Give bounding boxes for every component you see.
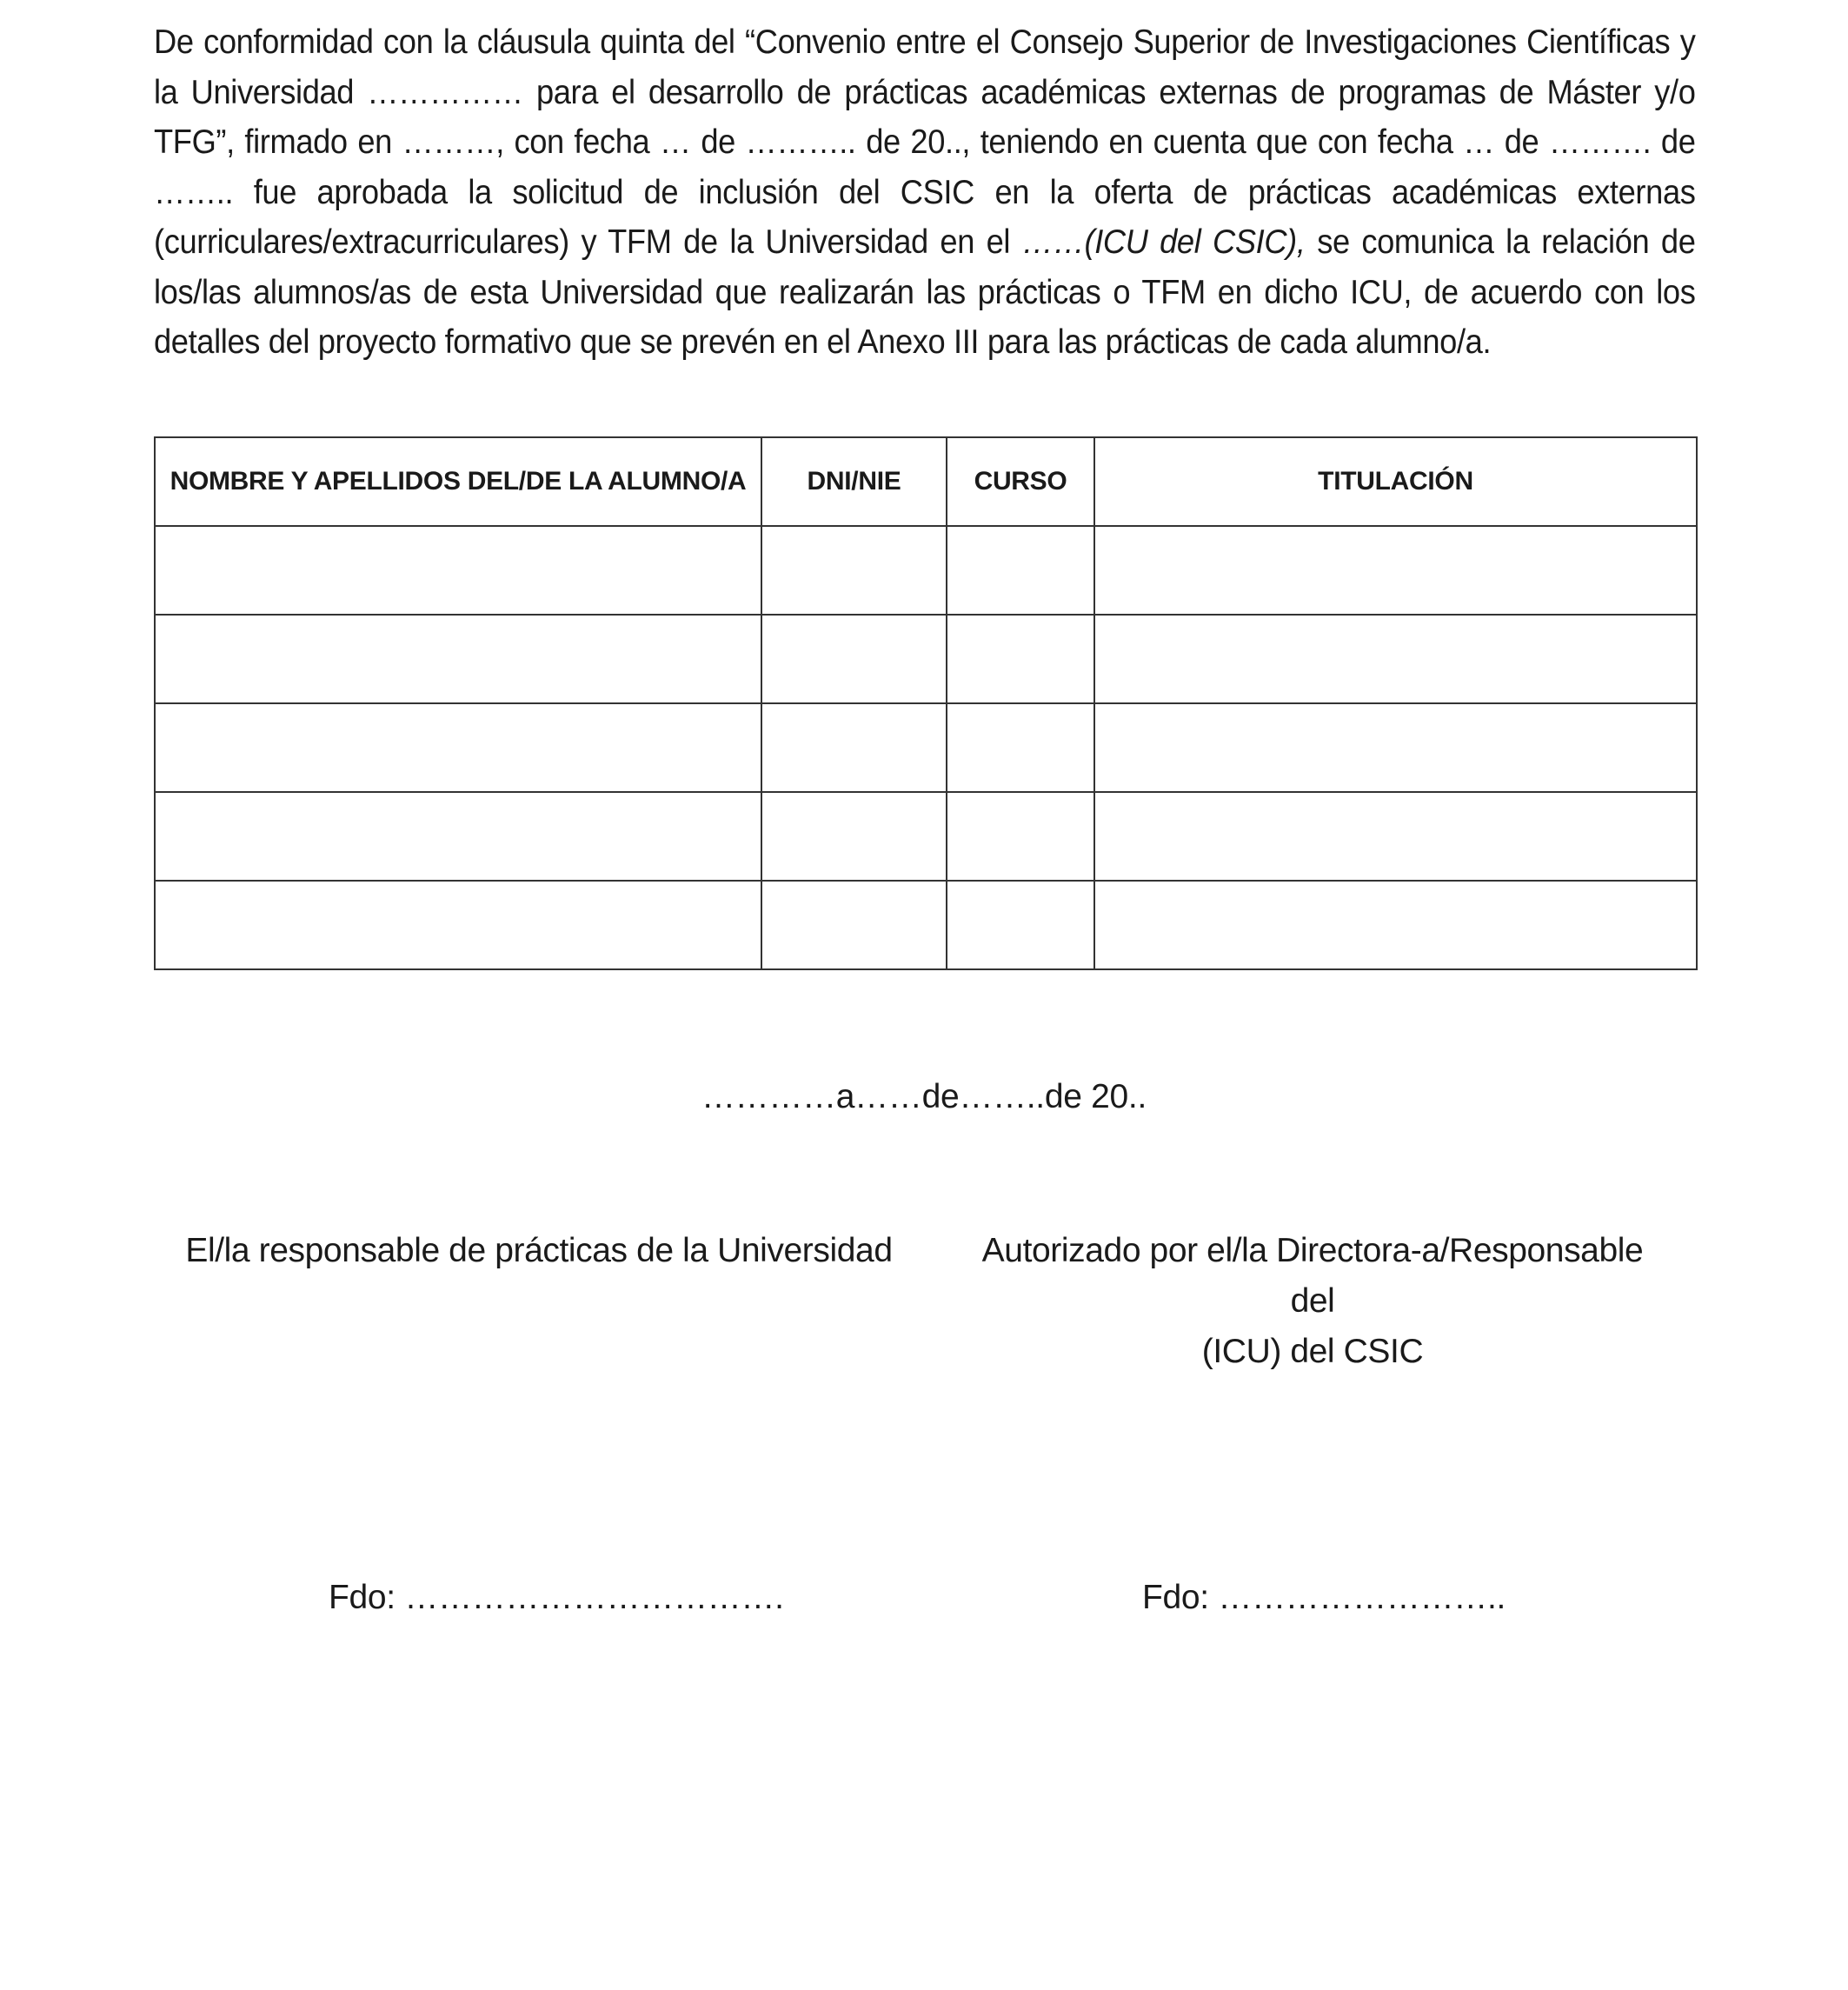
cell-curso[interactable]: [947, 881, 1094, 969]
cell-titulacion[interactable]: [1094, 703, 1697, 792]
header-curso: CURSO: [947, 437, 1094, 526]
cell-curso[interactable]: [947, 703, 1094, 792]
csic-signatory-label-line1: Autorizado por el/la Directora-a/Responsable del: [981, 1232, 1644, 1320]
students-table: [154, 436, 1698, 970]
intro-text-part2: se comunica la relación de los/las alumnos/as de esta Universidad que realizarán las prácticas o TFM en dicho ICU, de acuerdo con los detalles del proyecto formativo que se prevén en el Anexo III para las prácticas de cada alumno/a.: [154, 223, 1696, 361]
university-signatory-title: [174, 1226, 904, 1276]
cell-name[interactable]: [155, 615, 761, 703]
intro-paragraph: [154, 17, 1696, 368]
place-date-text: …………a……de……..de 20..: [701, 1078, 1147, 1115]
table-row: [155, 792, 1697, 881]
cell-dni[interactable]: [761, 792, 947, 881]
table-row: [155, 881, 1697, 969]
intro-text-part1: De conformidad con la cláusula quinta del “Convenio entre el Consejo Superior de Investigaciones Científicas y la Universidad …………… para el desarrollo de prácticas académicas externas de programas de Máster y/o TFG”, firmado en ………, con fecha … de ……….. de 20.., teniendo en cuenta que con fecha … de ………. de …….. fue aprobada la solicitud de inclusión del CSIC en la oferta de prácticas académicas externas (curriculares/extracurriculares) y TFM de la Universidad en el: [154, 23, 1696, 261]
cell-curso[interactable]: [947, 526, 1094, 615]
cell-dni[interactable]: [761, 526, 947, 615]
header-name: NOMBRE Y APELLIDOS DEL/DE LA ALUMNO/A: [155, 437, 761, 526]
cell-dni[interactable]: [761, 615, 947, 703]
csic-signatory-title: [956, 1226, 1669, 1377]
table-header-row: [155, 437, 1697, 526]
table-row: [155, 703, 1697, 792]
cell-titulacion[interactable]: [1094, 615, 1697, 703]
cell-curso[interactable]: [947, 792, 1094, 881]
cell-curso[interactable]: [947, 615, 1094, 703]
university-signatory-label: El/la responsable de prácticas de la Universidad: [185, 1232, 893, 1269]
csic-signatory-label-line2: (ICU) del CSIC: [1201, 1333, 1424, 1370]
table-row: [155, 615, 1697, 703]
cell-name[interactable]: [155, 526, 761, 615]
cell-name[interactable]: [155, 881, 761, 969]
students-table-container: [154, 436, 1696, 970]
header-dni: DNI/NIE: [761, 437, 947, 526]
header-titulacion: TITULACIÓN: [1094, 437, 1697, 526]
cell-name[interactable]: [155, 792, 761, 881]
place-date-line: [0, 1078, 1848, 1116]
intro-text-italic: ……(ICU del CSIC),: [1021, 223, 1306, 261]
university-signature-line[interactable]: Fdo: …………………………….: [329, 1579, 784, 1616]
cell-titulacion[interactable]: [1094, 792, 1697, 881]
cell-titulacion[interactable]: [1094, 881, 1697, 969]
csic-signature-line[interactable]: Fdo: ……………………..: [1142, 1579, 1506, 1616]
cell-dni[interactable]: [761, 703, 947, 792]
table-row: [155, 526, 1697, 615]
cell-titulacion[interactable]: [1094, 526, 1697, 615]
cell-name[interactable]: [155, 703, 761, 792]
cell-dni[interactable]: [761, 881, 947, 969]
